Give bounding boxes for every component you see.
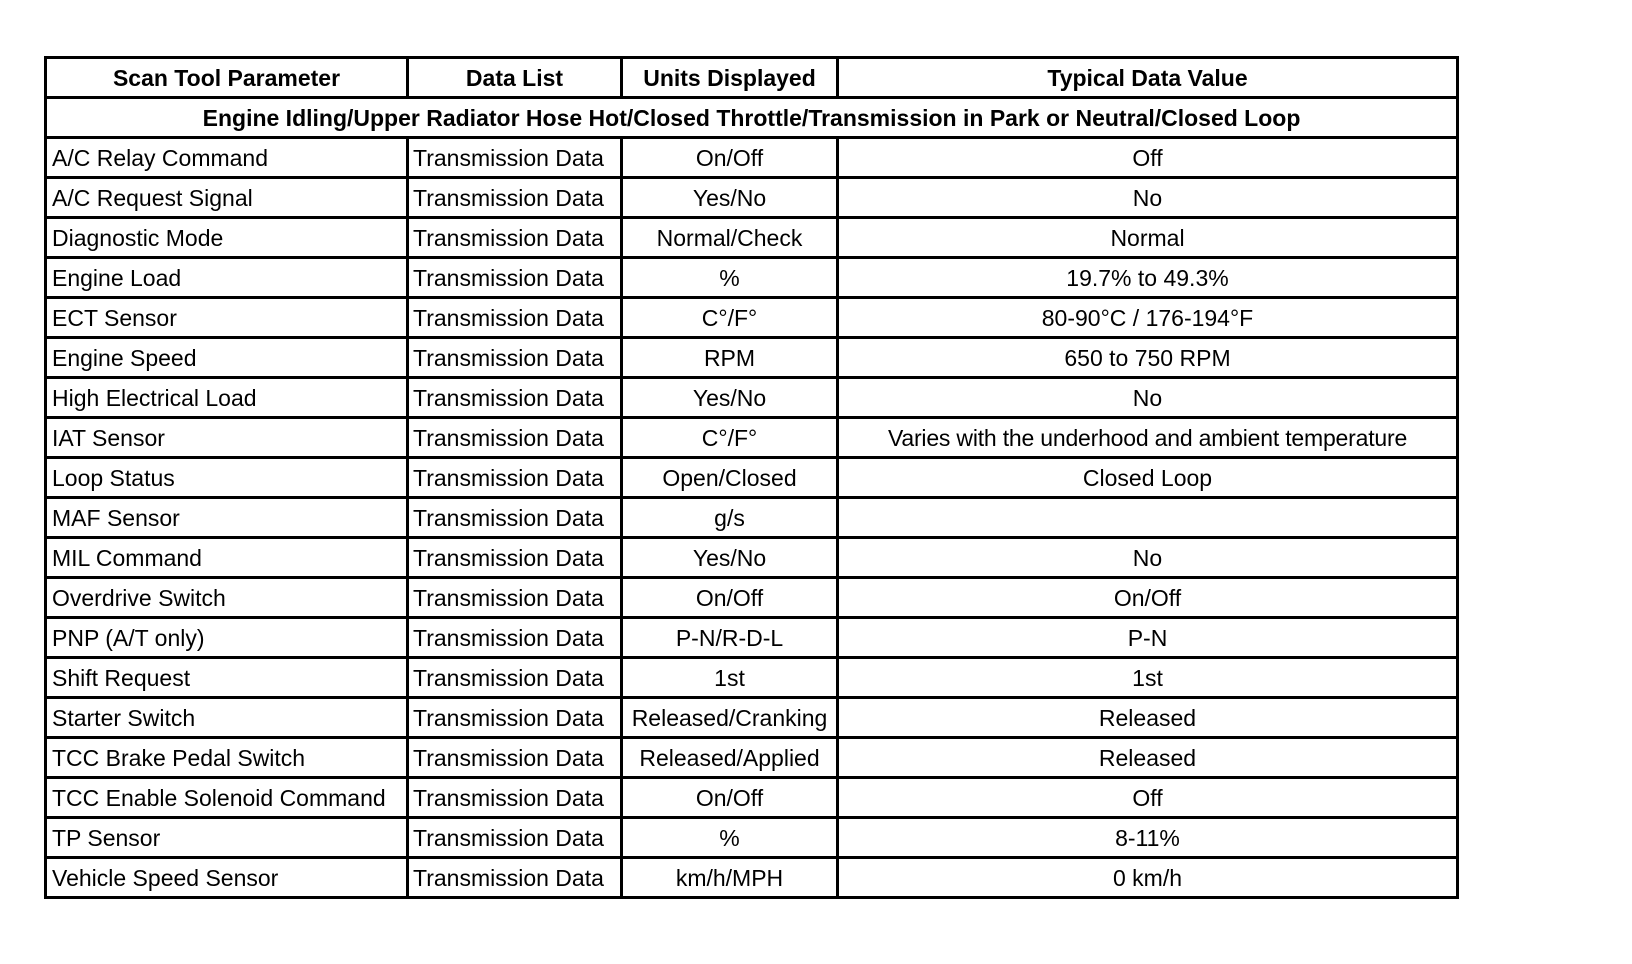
table-row [46,618,1458,658]
table-row [46,858,1458,898]
typical-value-cell: No [838,178,1458,218]
units-cell: Normal/Check [622,218,838,258]
units-cell: On/Off [622,138,838,178]
units-cell: 1st [622,658,838,698]
parameter-cell: Shift Request [46,658,408,698]
header-units-displayed: Units Displayed [622,58,838,98]
units-cell: km/h/MPH [622,858,838,898]
units-cell: Released/Cranking [622,698,838,738]
table-row [46,418,1458,458]
table-row [46,498,1458,538]
typical-value-cell: No [838,538,1458,578]
data-list-cell: Transmission Data [408,298,622,338]
units-cell: Yes/No [622,178,838,218]
parameter-cell: Engine Load [46,258,408,298]
parameter-cell: ECT Sensor [46,298,408,338]
parameter-cell: Engine Speed [46,338,408,378]
typical-value-cell: Normal [838,218,1458,258]
parameter-cell: High Electrical Load [46,378,408,418]
parameter-cell: A/C Request Signal [46,178,408,218]
typical-value-cell: Off [838,778,1458,818]
parameter-cell: MAF Sensor [46,498,408,538]
parameter-cell: Diagnostic Mode [46,218,408,258]
typical-value-cell: 1st [838,658,1458,698]
data-list-cell: Transmission Data [408,618,622,658]
data-list-cell: Transmission Data [408,778,622,818]
typical-value-cell: Released [838,738,1458,778]
data-list-cell: Transmission Data [408,818,622,858]
parameter-cell: Vehicle Speed Sensor [46,858,408,898]
table-row [46,698,1458,738]
table-row [46,578,1458,618]
scan-tool-table-container [44,56,1459,899]
data-list-cell: Transmission Data [408,858,622,898]
data-list-cell: Transmission Data [408,258,622,298]
typical-value-cell: P-N [838,618,1458,658]
units-cell: Yes/No [622,378,838,418]
parameter-cell: A/C Relay Command [46,138,408,178]
parameter-cell: Loop Status [46,458,408,498]
typical-value-cell: Released [838,698,1458,738]
data-list-cell: Transmission Data [408,738,622,778]
scan-tool-data-table [44,56,1459,899]
data-list-cell: Transmission Data [408,658,622,698]
table-row [46,738,1458,778]
units-cell: Yes/No [622,538,838,578]
units-cell: Released/Applied [622,738,838,778]
table-row [46,138,1458,178]
header-data-list: Data List [408,58,622,98]
table-row [46,818,1458,858]
units-cell: On/Off [622,578,838,618]
parameter-cell: MIL Command [46,538,408,578]
data-list-cell: Transmission Data [408,578,622,618]
section-title: Engine Idling/Upper Radiator Hose Hot/Closed Throttle/Transmission in Park or Neutral/Closed Loop [46,98,1458,138]
parameter-cell: TP Sensor [46,818,408,858]
parameter-cell: Starter Switch [46,698,408,738]
typical-value-cell: 19.7% to 49.3% [838,258,1458,298]
units-cell: C°/F° [622,298,838,338]
table-row [46,538,1458,578]
table-row [46,178,1458,218]
table-row [46,298,1458,338]
table-row [46,258,1458,298]
header-typical-data-value: Typical Data Value [838,58,1458,98]
data-list-cell: Transmission Data [408,458,622,498]
data-list-cell: Transmission Data [408,218,622,258]
typical-value-cell: Off [838,138,1458,178]
parameter-cell: Overdrive Switch [46,578,408,618]
table-row [46,778,1458,818]
data-list-cell: Transmission Data [408,498,622,538]
typical-value-cell: Closed Loop [838,458,1458,498]
data-list-cell: Transmission Data [408,698,622,738]
table-row [46,338,1458,378]
units-cell: g/s [622,498,838,538]
parameter-cell: TCC Enable Solenoid Command [46,778,408,818]
typical-value-cell: 8-11% [838,818,1458,858]
table-row [46,378,1458,418]
header-row [46,58,1458,98]
section-row [46,98,1458,138]
units-cell: RPM [622,338,838,378]
table-row [46,458,1458,498]
typical-value-cell: 80-90°C / 176-194°F [838,298,1458,338]
typical-value-cell: On/Off [838,578,1458,618]
units-cell: P-N/R-D-L [622,618,838,658]
table-row [46,218,1458,258]
data-list-cell: Transmission Data [408,338,622,378]
units-cell: % [622,258,838,298]
table-row [46,658,1458,698]
units-cell: Open/Closed [622,458,838,498]
units-cell: % [622,818,838,858]
header-scan-tool-parameter: Scan Tool Parameter [46,58,408,98]
units-cell: On/Off [622,778,838,818]
table-body [46,98,1458,898]
typical-value-cell [838,498,1458,538]
parameter-cell: IAT Sensor [46,418,408,458]
parameter-cell: TCC Brake Pedal Switch [46,738,408,778]
typical-value-cell: 650 to 750 RPM [838,338,1458,378]
data-list-cell: Transmission Data [408,418,622,458]
data-list-cell: Transmission Data [408,178,622,218]
typical-value-cell: Varies with the underhood and ambient temperature [838,418,1458,458]
data-list-cell: Transmission Data [408,538,622,578]
typical-value-cell: 0 km/h [838,858,1458,898]
table-header [46,58,1458,98]
data-list-cell: Transmission Data [408,138,622,178]
data-list-cell: Transmission Data [408,378,622,418]
parameter-cell: PNP (A/T only) [46,618,408,658]
units-cell: C°/F° [622,418,838,458]
typical-value-cell: No [838,378,1458,418]
